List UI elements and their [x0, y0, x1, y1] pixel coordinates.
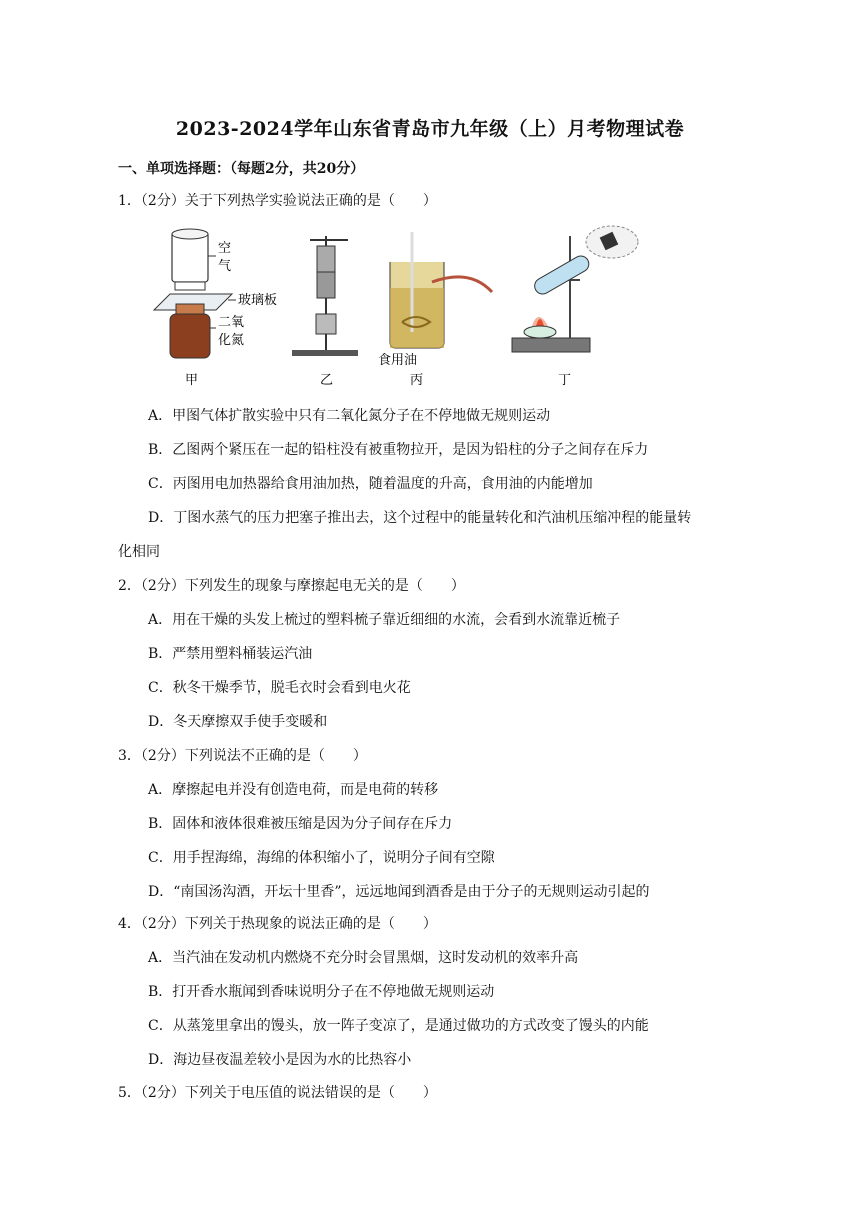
q1-option-a: A．甲图气体扩散实验中只有二氧化氮分子在不停地做无规则运动 — [148, 408, 551, 424]
q3-option-a: A．摩擦起电并没有创造电荷，而是电荷的转移 — [148, 782, 439, 798]
q4-option-d: D．海边昼夜温差较小是因为水的比热容小 — [148, 1052, 412, 1068]
caption-jia: 甲 — [185, 373, 199, 388]
label-qi: 气 — [218, 259, 232, 274]
figure-yi-lead-cylinders — [292, 236, 358, 388]
q1-option-b: B．乙图两个紧压在一起的铅柱没有被重物拉开，是因为铅柱的分子之间存在斥力 — [148, 442, 649, 458]
q3-option-d: D．“南国汤沟酒，开坛十里香”，远远地闻到酒香是由于分子的无规则运动引起的 — [148, 884, 650, 900]
q3-option-c: C．用手捏海绵，海绵的体积缩小了，说明分子间有空隙 — [148, 850, 495, 866]
label-glass-plate: 玻璃板 — [238, 293, 278, 308]
q2-option-d: D．冬天摩擦双手使手变暖和 — [148, 714, 328, 730]
question-1-figure — [140, 222, 640, 398]
q4-option-c: C．从蒸笼里拿出的馒头，放一阵子变凉了，是通过做功的方式改变了馒头的内能 — [148, 1018, 649, 1034]
label-huadan: 化氮 — [218, 333, 245, 348]
q2-option-b: B．严禁用塑料桶装运汽油 — [148, 646, 313, 662]
figure-ding-steam — [512, 226, 638, 388]
caption-ding: 丁 — [558, 373, 572, 388]
caption-bing: 丙 — [410, 373, 424, 388]
question-5-stem: 5．（2分）下列关于电压值的说法错误的是（ ） — [118, 1085, 437, 1101]
question-4-stem: 4．（2分）下列关于热现象的说法正确的是（ ） — [118, 916, 437, 932]
figure-jia-diffusion — [154, 229, 277, 388]
q1-option-d: D．丁图水蒸气的压力把塞子推出去，这个过程中的能量转化和汽油机压缩冲程的能量转 — [148, 510, 692, 526]
question-3-stem: 3．（2分）下列说法不正确的是（ ） — [118, 748, 367, 764]
figure-bing-heater — [378, 232, 492, 388]
q4-option-a: A．当汽油在发动机内燃烧不充分时会冒黑烟，这时发动机的效率升高 — [148, 950, 579, 966]
page-title: 2023-2024学年山东省青岛市九年级（上）月考物理试卷 — [175, 118, 685, 140]
question-2-stem: 2．（2分）下列发生的现象与摩擦起电无关的是（ ） — [118, 578, 465, 594]
q3-option-b: B．固体和液体很难被压缩是因为分子间存在斥力 — [148, 816, 453, 832]
q4-option-b: B．打开香水瓶闻到香味说明分子在不停地做无规则运动 — [148, 984, 495, 1000]
question-1-stem: 1．（2分）关于下列热学实验说法正确的是（ ） — [118, 193, 437, 209]
caption-yi: 乙 — [320, 373, 334, 388]
label-ery: 二氧 — [218, 315, 245, 330]
label-kong: 空 — [218, 241, 232, 256]
section-heading: 一、单项选择题：（每题2分，共20分） — [118, 161, 365, 177]
q1-option-d-continued: 化相同 — [118, 544, 160, 560]
q2-option-a: A．用在干燥的头发上梳过的塑料梳子靠近细细的水流，会看到水流靠近梳子 — [148, 612, 621, 628]
label-edible-oil: 食用油 — [378, 353, 418, 368]
q1-option-c: C．丙图用电加热器给食用油加热，随着温度的升高，食用油的内能增加 — [148, 476, 593, 492]
q2-option-c: C．秋冬干燥季节，脱毛衣时会看到电火花 — [148, 680, 411, 696]
